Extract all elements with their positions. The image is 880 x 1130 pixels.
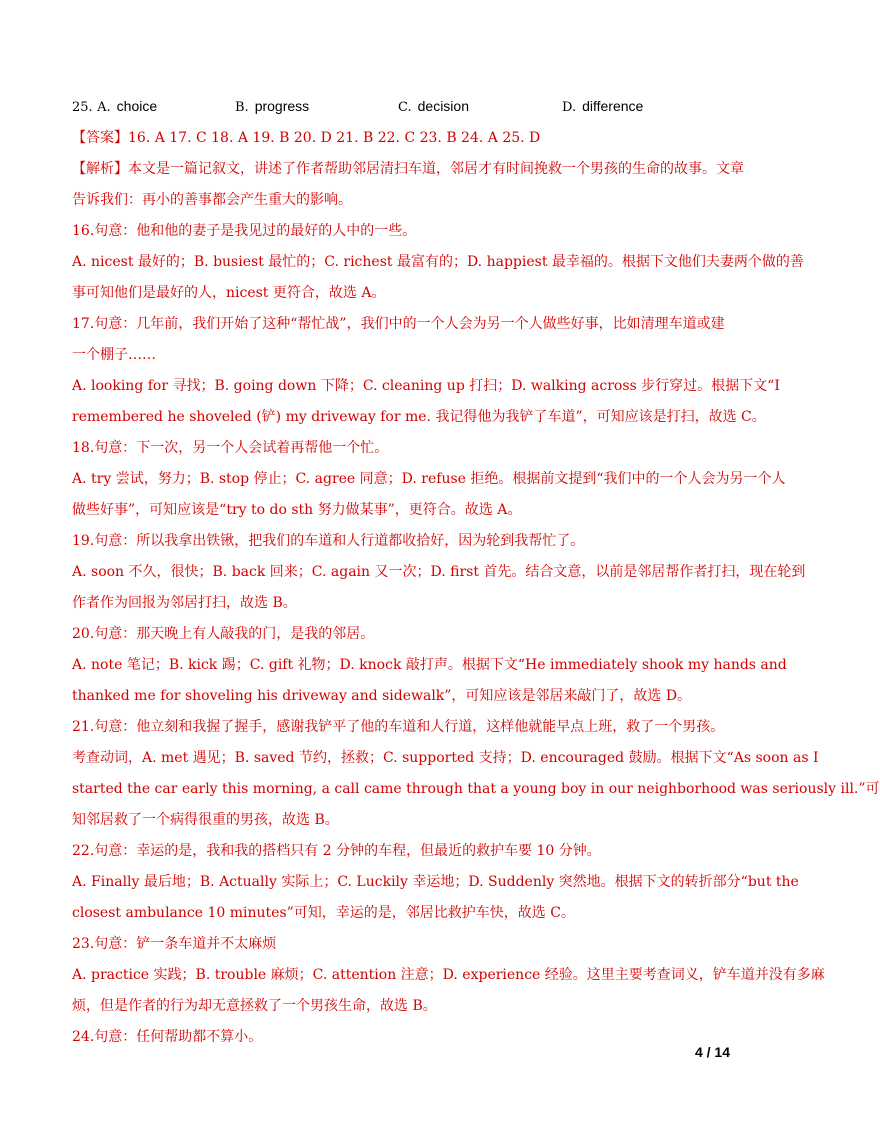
- option-d: [562, 98, 643, 115]
- explanation-line: 知邻居救了一个病得很重的男孩，故选 B。: [72, 812, 339, 828]
- explanation-line: 一个棚子……: [72, 347, 156, 363]
- option-word: difference: [582, 98, 644, 114]
- explanation-line: closest ambulance 10 minutes”可知，幸运的是，邻居比救护车快，故选 C。: [72, 905, 575, 921]
- explanation-line: 22.句意：幸运的是，我和我的搭档只有 2 分钟的车程，但最近的救护车要 10 分钟。: [72, 843, 601, 859]
- explanation-line: A. note 笔记；B. kick 踢；C. gift 礼物；D. knock 敲打声。根据下文“He immediately shook my hands and: [72, 657, 787, 673]
- explanation-line: started the car early this morning, a call came through that a young boy in our neighborhood was seriously ill.”可: [72, 781, 880, 797]
- answer-key-line: 【答案】16. A 17. C 18. A 19. B 20. D 21. B 22. C 23. B 24. A 25. D: [72, 130, 541, 146]
- analysis-line: 【解析】本文是一篇记叙文，讲述了作者帮助邻居清扫车道，邻居才有时间挽救一个男孩的生命的故事。文章: [72, 161, 744, 177]
- explanation-line: A. practice 实践；B. trouble 麻烦；C. attention 注意；D. experience 经验。这里主要考查词义，铲车道并没有多麻: [72, 967, 825, 983]
- explanation-line: A. looking for 寻找；B. going down 下降；C. cleaning up 打扫；D. walking across 步行穿过。根据下文“I: [72, 378, 780, 394]
- explanation-line: 作者作为回报为邻居打扫，故选 B。: [72, 595, 297, 611]
- explanation-line: 24.句意：任何帮助都不算小。: [72, 1029, 263, 1045]
- page-number: 4 / 14: [694, 1044, 730, 1060]
- explanation-line: A. try 尝试，努力；B. stop 停止；C. agree 同意；D. refuse 拒绝。根据前文提到“我们中的一个人会为另一个人: [72, 471, 786, 487]
- explanation-line: A. nicest 最好的；B. busiest 最忙的；C. richest 最富有的；D. happiest 最幸福的。根据下文他们夫妻两个做的善: [72, 254, 804, 270]
- option-letter: B.: [235, 100, 249, 115]
- option-word: decision: [417, 98, 469, 114]
- explanation-line: 事可知他们是最好的人，nicest 更符合，故选 A。: [72, 285, 386, 301]
- option-letter: C.: [398, 100, 412, 115]
- explanation-line: thanked me for shoveling his driveway and sidewalk”，可知应该是邻居来敲门了，故选 D。: [72, 688, 692, 704]
- analysis-line: 告诉我们：再小的善事都会产生重大的影响。: [72, 192, 352, 208]
- option-word: choice: [116, 98, 158, 114]
- explanation-line: 19.句意：所以我拿出铁锹，把我们的车道和人行道都收拾好，因为轮到我帮忙了。: [72, 533, 585, 549]
- explanation-line: 烦，但是作者的行为却无意拯救了一个男孩生命，故选 B。: [72, 998, 437, 1014]
- option-letter: D.: [562, 100, 577, 115]
- option-word: progress: [254, 98, 310, 114]
- explanation-line: 21.句意：他立刻和我握了握手，感谢我铲平了他的车道和人行道，这样他就能早点上班，救了一个男孩。: [72, 719, 725, 735]
- option-letter: A.: [97, 100, 111, 115]
- answer-explanation: [72, 126, 880, 1056]
- explanation-line: 考查动词，A. met 遇见；B. saved 节约，拯救；C. supported 支持；D. encouraged 鼓励。根据下文“As soon as I: [72, 750, 819, 766]
- explanation-line: A. Finally 最后地；B. Actually 实际上；C. Luckily 幸运地；D. Suddenly 突然地。根据下文的转折部分“but the: [72, 874, 799, 890]
- explanation-line: 16.句意：他和他的妻子是我见过的最好的人中的一些。: [72, 223, 417, 239]
- option-a: [72, 98, 157, 115]
- question-number: 25.: [72, 100, 93, 115]
- explanation-line: 20.句意：那天晚上有人敲我的门，是我的邻居。: [72, 626, 375, 642]
- explanation-line: 18.句意：下一次，另一个人会试着再帮他一个忙。: [72, 440, 389, 456]
- explanation-line: 23.句意：铲一条车道并不太麻烦: [72, 936, 277, 952]
- explanation-line: remembered he shoveled (铲) my driveway for me. 我记得他为我铲了车道”，可知应该是打扫，故选 C。: [72, 409, 766, 425]
- question-25-options: [72, 98, 732, 120]
- option-b: [235, 98, 309, 115]
- explanation-line: 做些好事”，可知应该是“try to do sth 努力做某事”，更符合。故选 A。: [72, 502, 522, 518]
- option-c: [398, 98, 469, 115]
- explanation-line: 17.句意：几年前，我们开始了这种“帮忙战”，我们中的一个人会为另一个人做些好事，比如清理车道或建: [72, 316, 725, 332]
- explanation-line: A. soon 不久，很快；B. back 回来；C. again 又一次；D. first 首先。结合文意，以前是邻居帮作者打扫，现在轮到: [72, 564, 806, 580]
